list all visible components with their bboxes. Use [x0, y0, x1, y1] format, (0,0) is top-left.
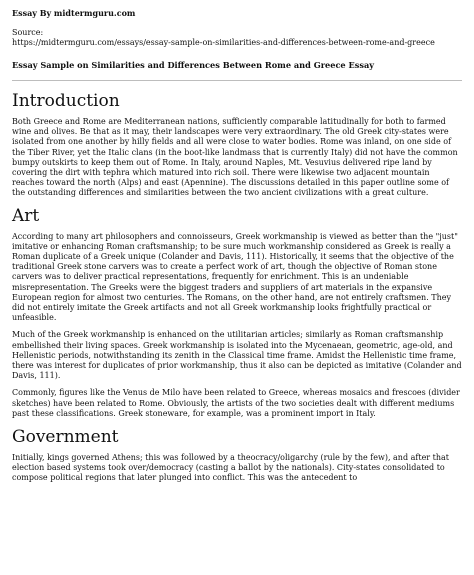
- section-heading-government: Government: [12, 427, 119, 448]
- section-heading-art: Art: [12, 205, 40, 226]
- section-heading-introduction: Introduction: [12, 91, 120, 111]
- paragraph: According to many art philosophers and connoisseurs, Greek workmanship is viewed as better than the "just" imitative or enhancing Roman craftsmanship; to be sure much workmanship considered as Greek is really a Roman duplicate of a Greek unique (Colander and Davis, 111). Historically, it seems that the objective of the traditional Greek stone carvers was to create a perfect work of art, though the objective of Roman stone carvers was to deliver practical representations, frequently for enrichment. This is an undeniable misrepresentation. The Greeks were the biggest traders and suppliers of art materials in the expansive European region for almost two centuries. The Romans, on the other hand, are not entirely craftsmen. They did not entirely imitate the Greek artifacts and not all Greek workmanship looks frightfully practical or unfeasible.: [12, 231, 458, 323]
- source-label: Source:: [12, 28, 44, 37]
- paragraph: Commonly, figures like the Venus de Milo have been related to Greece, whereas mosaics and frescoes (divider sketches) have been related to Rome. Obviously, the artists of the two societies dealt with different mediums past these classifications. Greek stoneware, for example, was a prominent import in Italy.: [12, 388, 460, 418]
- header-brand: Essay By midtermguru.com: [12, 8, 136, 18]
- paragraph: Both Greece and Rome are Mediterranean nations, sufficiently comparable latitudinally for both to farmed wine and olives. Be that as it may, their landscapes were very extraordinary. The old Greek city-states were isolated from one another by hilly fields and all were close to water bodies. Rome was inland, on one side of the Tiber River, yet the Italic clans (in the boot-like landmass that is currently Italy) did not have the common bumpy outskirts to keep them out of Rome. In Italy, around Naples, Mt. Vesuvius delivered ripe land by covering the dirt with tephra which matured into rich soil. There were likewise two adjacent mountain reaches toward the north (Alps) and east (Apennine). The discussions detailed in this paper outline some of the outstanding differences and similarities between the two ancient civilizations with a great culture.: [12, 117, 458, 198]
- divider: [12, 80, 462, 81]
- essay-title: Essay Sample on Similarities and Differences Between Rome and Greece Essay: [12, 60, 375, 70]
- paragraph: Initially, kings governed Athens; this was followed by a theocracy/oligarchy (rule by the few), and after that election based systems took over/democracy (casting a ballot by the nationals). City-states consolidated to compose political regions that later plunged into conflict. This was the antecedent to: [12, 453, 450, 483]
- paragraph: Much of the Greek workmanship is enhanced on the utilitarian articles; similarly as Roman craftsmanship embellished their living spaces. Greek workmanship is isolated into the Mycenaean, geometric, age-old, and Hellenistic periods, notwithstanding its zenith in the Classical time frame. Amidst the Hellenistic time frame, there was interest for duplicates of prior workmanship, thus it also can be depicted as imitative (Colander and Davis, 111).: [12, 330, 462, 381]
- source-url: https://midtermguru.com/essays/essay-sample-on-similarities-and-differences-between-rome-and-greece: [12, 38, 435, 47]
